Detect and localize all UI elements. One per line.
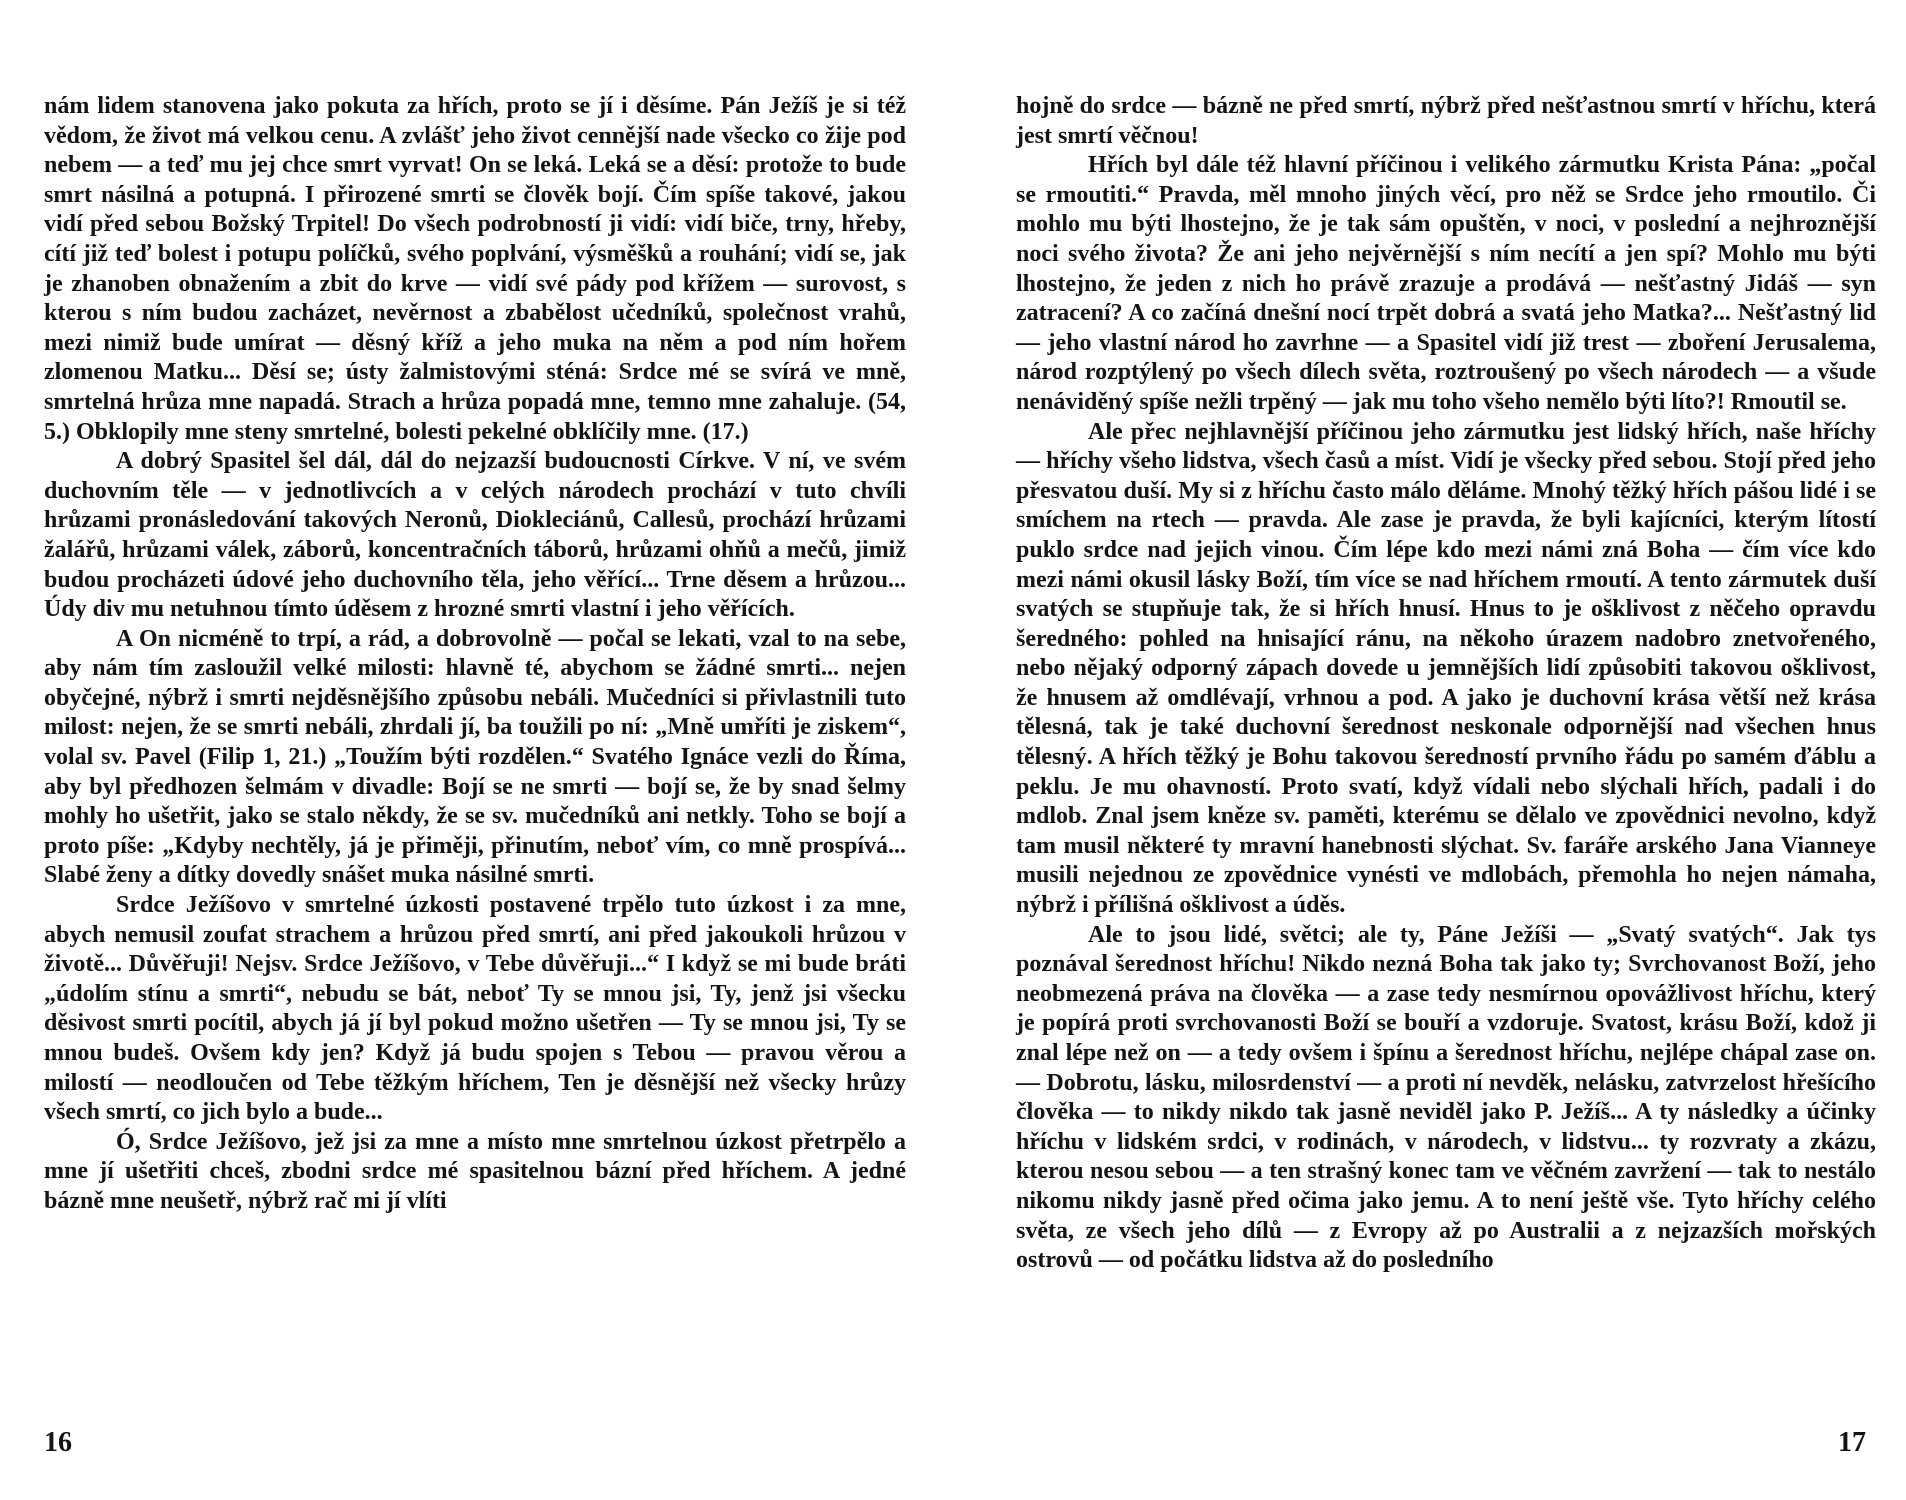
left-paragraph-2: A dobrý Spasitel šel dál, dál do nejzazší budoucnosti Církve. V ní, ve svém duchovním těle — v jednotlivcích a v celých národech prochází v tuto chvíli hrůzami pronásledování takových Neronů, Diokleciánů, Callesů, prochází hrůzami žalářů, hrůzami válek, záborů, koncentračních táborů, hrůzami ohňů a mečů, jimiž budou procházeti údové jeho duchovního těla, jeho věřící... Trne děsem a hrůzou... Údy div mu netuhnou tímto úděsem z hrozné smrti vlastní i jeho věřících. xyxy=(44,448,906,623)
left-paragraph-3: A On nicméně to trpí, a rád, a dobrovolně — počal se lekati, vzal to na sebe, aby nám tím zasloužil velké milosti: hlavně té, abychom se žádné smrti... nejen obyčejné, nýbrž i smrti nejděsnějšího způsobu nebáli. Mučedníci si přivlastnili tuto milost: nejen, že se smrti nebáli, zhrdali jí, ba toužili po ní: „Mně umříti je ziskem“, volal sv. Pavel (Filip 1, 21.) „Toužím býti rozdělen.“ Svatého Ignáce vezli do Říma, aby byl předhozen šelmám v divadle: Bojí se ne smrti — bojí se, že by snad šelmy mohly ho ušetřit, jako se stalo někdy, že se sv. mučedníků ani netkly. Toho se bojí a proto píše: „Kdyby nechtěly, já je přiměji, přinutím, neboť vím, co mně prospívá... Slabé ženy a dítky dovedly snášet muka násilné smrti. xyxy=(44,625,906,889)
right-paragraph-1: hojně do srdce — bázně ne před smrtí, nýbrž před nešťastnou smrtí v hříchu, která jest smrtí věčnou! xyxy=(1016,93,1876,149)
left-paragraph-4: Srdce Ježíšovo v smrtelné úzkosti postavené trpělo tuto úzkost i za mne, abych nemusil zoufat strachem a hrůzou před smrtí, ani před jakoukoli hrůzou v životě... Důvěřuji! Nejsv. Srdce Ježíšovo, v Tebe důvěřuji...“ I když se mi bude bráti „údolím stínu a smrti“, nebudu se bát, neboť Ty se mnou jsi, Ty, jenž jsi všecku děsivost smrti pocítil, abych já jí byl pokud možno ušetřen — Ty se mnou jsi, Ty se mnou budeš. Ovšem kdy jen? Když já budu spojen s Tebou — pravou věrou a milostí — neodloučen od Tebe těžkým hříchem, Ten je děsnější než všecky hrůzy všech smrtí, co jich bylo a bude... xyxy=(44,892,906,1126)
right-page-number: 17 xyxy=(1838,1427,1866,1458)
right-paragraph-3: Ale přec nejhlavnější příčinou jeho zármutku jest lidský hřích, naše hříchy — hříchy všeho lidstva, všech časů a míst. Vidí je všecky před sebou. Stojí před jeho přesvatou duší. My si z hříchu často málo děláme. Mnohý těžký hřích pášou lidé i se smíchem na rtech — pravda. Ale zase je pravda, že byli kajícníci, kterým lítostí puklo srdce nad jejich vinou. Čím lépe kdo mezi námi zná Boha — čím více kdo mezi námi okusil lásky Boží, tím více se nad hříchem rmoutí. A tento zármutek duší svatých se stupňuje tak, že si hřích hnusí. Hnus to je ošklivost z něčeho opravdu šeredného: pohled na hnisající ránu, na někoho úrazem nadobro znetvořeného, nebo nějaký odporný zápach dovede u jemnějších lidí způsobiti takovou ošklivost, že hnusem až omdlévají, vrhnou a pod. A jako je duchovní krása větší než krása tělesná, tak je také duchovní šerednost neskonale odpornější nad všechen hnus tělesný. A hřích těžký je Bohu takovou šeredností prvního řádu po samém ďáblu a peklu. Je mu ohavností. Proto svatí, když vídali nebo slýchali hřích, padali i do mdlob. Znal jsem kněze sv. paměti, kterému se dělalo ve zpovědnici nevolno, když tam musil některé ty mravní hanebnosti slýchat. Sv. faráře arského Jana Vianneye musili nejednou ze zpovědnice vynésti ve mdlobách, přemohla ho nejen námaha, nýbrž i přílišná ošklivost a úděs. xyxy=(1016,418,1876,919)
left-page-number: 16 xyxy=(44,1427,72,1458)
left-paragraph-5: Ó, Srdce Ježíšovo, jež jsi za mne a místo mne smrtelnou úzkost přetrpělo a mne jí ušetřiti chceš, zbodni srdce mé spasitelnou bázní před hříchem. A jedné bázně mne neušetř, nýbrž rač mi jí vlíti xyxy=(44,1128,906,1214)
right-paragraph-4: Ale to jsou lidé, světci; ale ty, Páne Ježíši — „Svatý svatých“. Jak tys poznával šerednost hříchu! Nikdo nezná Boha tak jako ty; Svrchovanost Boží, jeho neobmezená práva na člověka — a zase tedy nesmírnou opovážlivost hříchu, který je popírá proti svrchovanosti Boží se bouří a vzdoruje. Svatost, krásu Boží, kdož ji znal lépe než on — a tedy ovšem i špínu a šerednost hříchu, nejlépe chápal zase on. — Dobrotu, lásku, milosrdenství — a proti ní nevděk, nelásku, zatvrzelost hřešícího člověka — to nikdy nikdo tak jasně neviděl jako P. Ježíš... A ty následky a účinky hříchu v lidském srdci, v rodinách, v národech, v lidstvu... ty rozvraty a zkázu, kterou nesou sebou — a ten strašný konec tam ve věčném zavržení — tak to nestálo nikomu nikdy jasně před očima jako jemu. A to není ještě vše. Tyto hříchy celého světa, ze všech jeho dílů — z Evropy až po Australii a z nejzazších mořských ostrovů — od počátku lidstva až do posledního xyxy=(1016,921,1876,1274)
left-page-text-column xyxy=(44,92,906,1217)
left-paragraph-1: nám lidem stanovena jako pokuta za hřích, proto se jí i děsíme. Pán Ježíš je si též vědom, že život má velkou cenu. A zvlášť jeho život cennější nade všecko co žije pod nebem — a teď mu jej chce smrt vyrvat! On se leká. Leká se a děsí: protože to bude smrt násilná a potupná. I přirozené smrti se člověk bojí. Čím spíše takové, jakou vidí před sebou Božský Trpitel! Do všech podrobností ji vidí: vidí biče, trny, hřeby, cítí již teď bolest i potupu políčků, svého poplvání, výsměšků a rouhání; vidí se, jak je zhanoben obnažením a zbit do krve — vidí své pády pod křížem — surovost, s kterou s ním budou zacházet, nevěrnost a zbabělost učedníků, společnost vrahů, mezi nimiž bude umírat — děsný kříž a jeho muka na něm a pod ním hořem zlomenou Matku... Děsí se; ústy žalmistovými sténá: Srdce mé se svírá ve mně, smrtelná hrůza mne napadá. Strach a hrůza popadá mne, temno mne zahaluje. (54, 5.) Obklopily mne steny smrtelné, bolesti pekelné obklíčily mne. (17.) xyxy=(44,93,906,445)
right-page-text-column xyxy=(1016,92,1876,1276)
right-page xyxy=(953,0,1906,1500)
right-paragraph-2: Hřích byl dále též hlavní příčinou i velikého zármutku Krista Pána: „počal se rmoutiti.“ Pravda, měl mnoho jiných věcí, pro něž se Srdce jeho rmoutilo. Či mohlo mu býti lhostejno, že je tak sám opuštěn, v noci, v poslední a nejhroznější noci svého života? Že ani jeho nejvěrnější s ním necítí a jen spí? Mohlo mu býti lhostejno, že jeden z nich ho právě zrazuje a prodává — nešťastný Jidáš — syn zatracení? A co začíná dnešní nocí trpět dobrá a svatá jeho Matka?... Nešťastný lid — jeho vlastní národ ho zavrhne — a Spasitel vidí již trest — zboření Jerusalema, národ rozptýlený po všech dílech světa, roztroušený po všech národech — a všude nenáviděný spíše nežli trpěný — jak mu toho všeho nemělo býti líto?! Rmoutil se. xyxy=(1016,152,1876,415)
